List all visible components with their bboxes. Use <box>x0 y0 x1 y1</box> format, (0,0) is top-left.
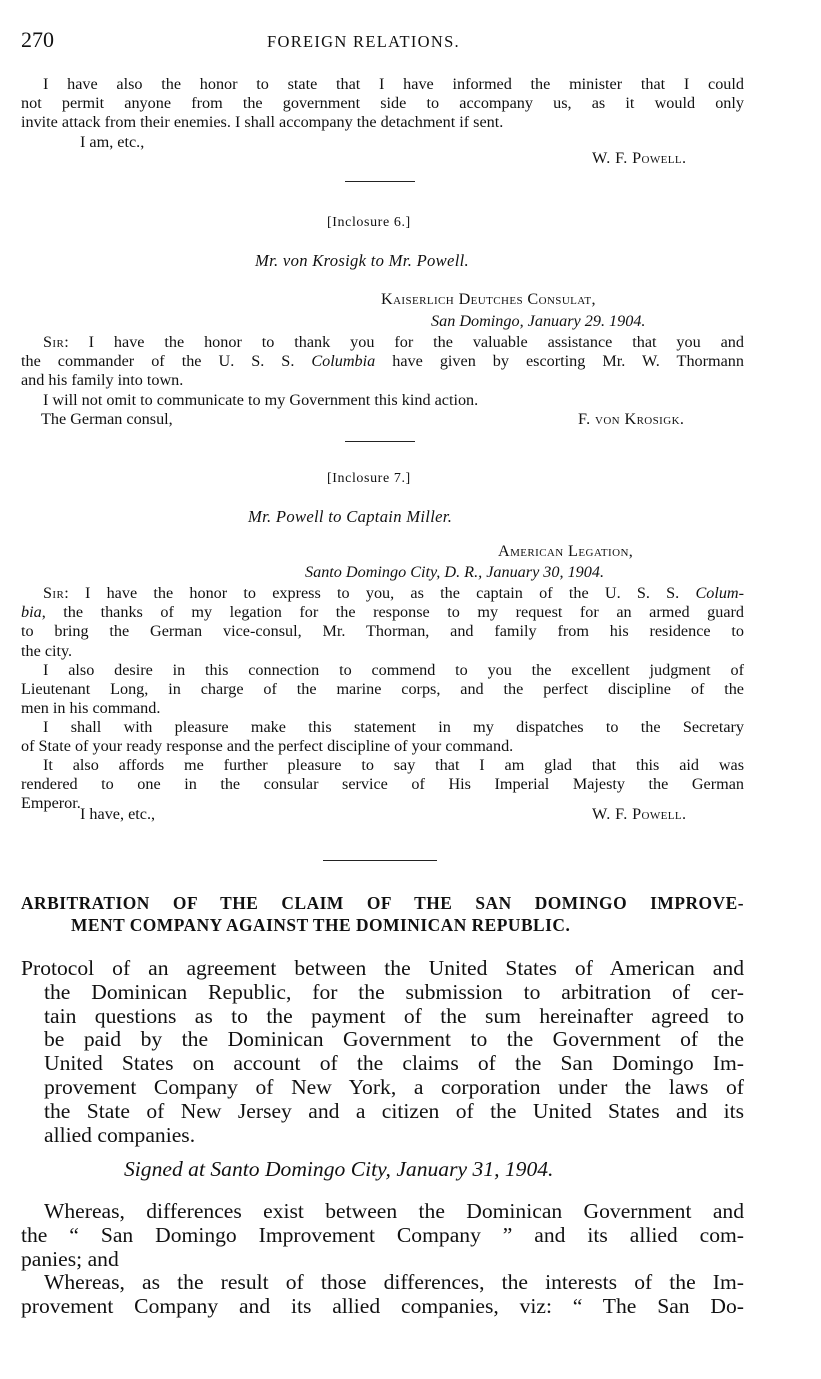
text-line: Protocol of an agreement between the United States of American and <box>21 956 744 980</box>
text-run: : I have the honor to express to you, as the captain of the U. S. S. <box>64 584 696 602</box>
text-run: have given by escorting Mr. W. Thormann <box>375 352 744 371</box>
inclosure7-body-p2 <box>21 661 744 719</box>
divider <box>323 860 437 861</box>
protocol-title <box>21 957 744 1147</box>
text-line: invite attack from their enemies. I shall accompany the detachment if sent. <box>21 113 504 132</box>
closing: I am, etc., <box>80 133 145 151</box>
text-line: United States on account of the claims of the San Domingo Im- <box>44 1051 744 1076</box>
letter-date: San Domingo, January 29. 1904. <box>431 312 646 330</box>
whereas-2 <box>21 1271 744 1319</box>
text-line: to bring the German vice-consul, Mr. Thorman, and family from his residence to <box>21 622 744 641</box>
signature: W. F. Powell. <box>592 149 687 167</box>
section-heading <box>21 893 744 936</box>
closing: The German consul, <box>41 410 173 428</box>
text-line <box>21 603 744 622</box>
text-line: the State of New Jersey and a citizen of the United States and its <box>44 1098 744 1123</box>
text-line: the city. <box>21 641 73 660</box>
text-line: tain questions as to the payment of the sum hereinafter agreed to <box>44 1003 744 1028</box>
salutation: Sir <box>43 333 65 351</box>
letter-place: American Legation, <box>498 542 634 560</box>
text-line <box>21 333 744 352</box>
text-line: panies; and <box>21 1246 119 1271</box>
text-line: of State of your ready response and the perfect discipline of your command. <box>21 737 514 756</box>
text-line: allied companies. <box>44 1122 196 1147</box>
letter-date: Santo Domingo City, D. R., January 30, 1904. <box>305 563 605 581</box>
text-line: rendered to one in the consular service of His Imperial Majesty the German <box>21 775 744 794</box>
text-run: : I have the honor to thank you for the valuable assistance that you and <box>64 333 744 351</box>
ship-name: Colum- <box>695 584 744 602</box>
ship-name: Columbia <box>311 352 376 371</box>
inclosure-label: [Inclosure 6.] <box>327 215 411 230</box>
inclosure6-body <box>21 333 744 391</box>
signed-line: Signed at Santo Domingo City, January 31, 1904. <box>124 1157 554 1181</box>
text-line: Lieutenant Long, in charge of the marine corps, and the perfect discipline of the <box>21 680 744 699</box>
inclosure7-body-p3 <box>21 718 744 756</box>
signature: W. F. Powell. <box>592 805 687 823</box>
whereas-1 <box>21 1200 744 1271</box>
text-line: the Dominican Republic, for the submission to arbitration of cer- <box>44 979 744 1004</box>
text-line: the “ San Domingo Improvement Company ” and its allied com- <box>21 1222 744 1247</box>
text-line: provement Company and its allied companies, viz: “ The San Do- <box>21 1293 744 1318</box>
signature: F. von Krosigk. <box>578 410 685 428</box>
text-line: be paid by the Dominican Government to the Government of the <box>44 1027 744 1052</box>
letter-title: Mr. Powell to Captain Miller. <box>248 507 453 526</box>
letter-title: Mr. von Krosigk to Mr. Powell. <box>255 251 469 270</box>
inclosure7-body-p1 <box>21 584 744 661</box>
running-title: FOREIGN RELATIONS. <box>267 32 460 51</box>
heading-line: MENT COMPANY AGAINST THE DOMINICAN REPUBLIC. <box>71 914 571 935</box>
text-line: Whereas, as the result of those differences, the interests of the Im- <box>44 1270 744 1294</box>
inclosure-label: [Inclosure 7.] <box>327 471 411 486</box>
text-line: Whereas, differences exist between the Dominican Government and <box>44 1199 744 1223</box>
text-line <box>21 352 744 371</box>
text-line: Emperor. <box>21 794 81 813</box>
heading-line: ARBITRATION OF THE CLAIM OF THE SAN DOMINGO IMPROVE- <box>21 893 744 913</box>
text-line: I also desire in this connection to commend to you the excellent judgment of <box>43 661 744 679</box>
top-letter-body <box>21 75 744 133</box>
text-line: and his family into town. <box>21 371 184 390</box>
text-run: the commander of the U. S. S. <box>21 352 312 371</box>
text-line: provement Company of New York, a corporation under the laws of <box>44 1074 744 1099</box>
divider <box>345 441 415 442</box>
salutation: Sir <box>43 584 65 602</box>
text-line: not permit anyone from the government side to accompany us, as it would only <box>21 94 744 113</box>
divider <box>345 181 415 182</box>
text-run: , the thanks of my legation for the response to my request for an armed guard <box>41 603 744 622</box>
text-line <box>21 584 744 603</box>
page-number: 270 <box>21 27 54 52</box>
text-line: I shall with pleasure make this statement in my dispatches to the Secretary <box>43 718 744 736</box>
ship-name: bia <box>21 603 42 622</box>
closing: I have, etc., <box>80 805 156 823</box>
letter-place: Kaiserlich Deutches Consulat, <box>381 290 596 308</box>
text-line: I have also the honor to state that I have informed the minister that I could <box>43 75 744 93</box>
text-line: It also affords me further pleasure to say that I am glad that this aid was <box>43 756 744 774</box>
text-line: I will not omit to communicate to my Government this kind action. <box>43 391 479 409</box>
text-line: men in his command. <box>21 699 161 718</box>
